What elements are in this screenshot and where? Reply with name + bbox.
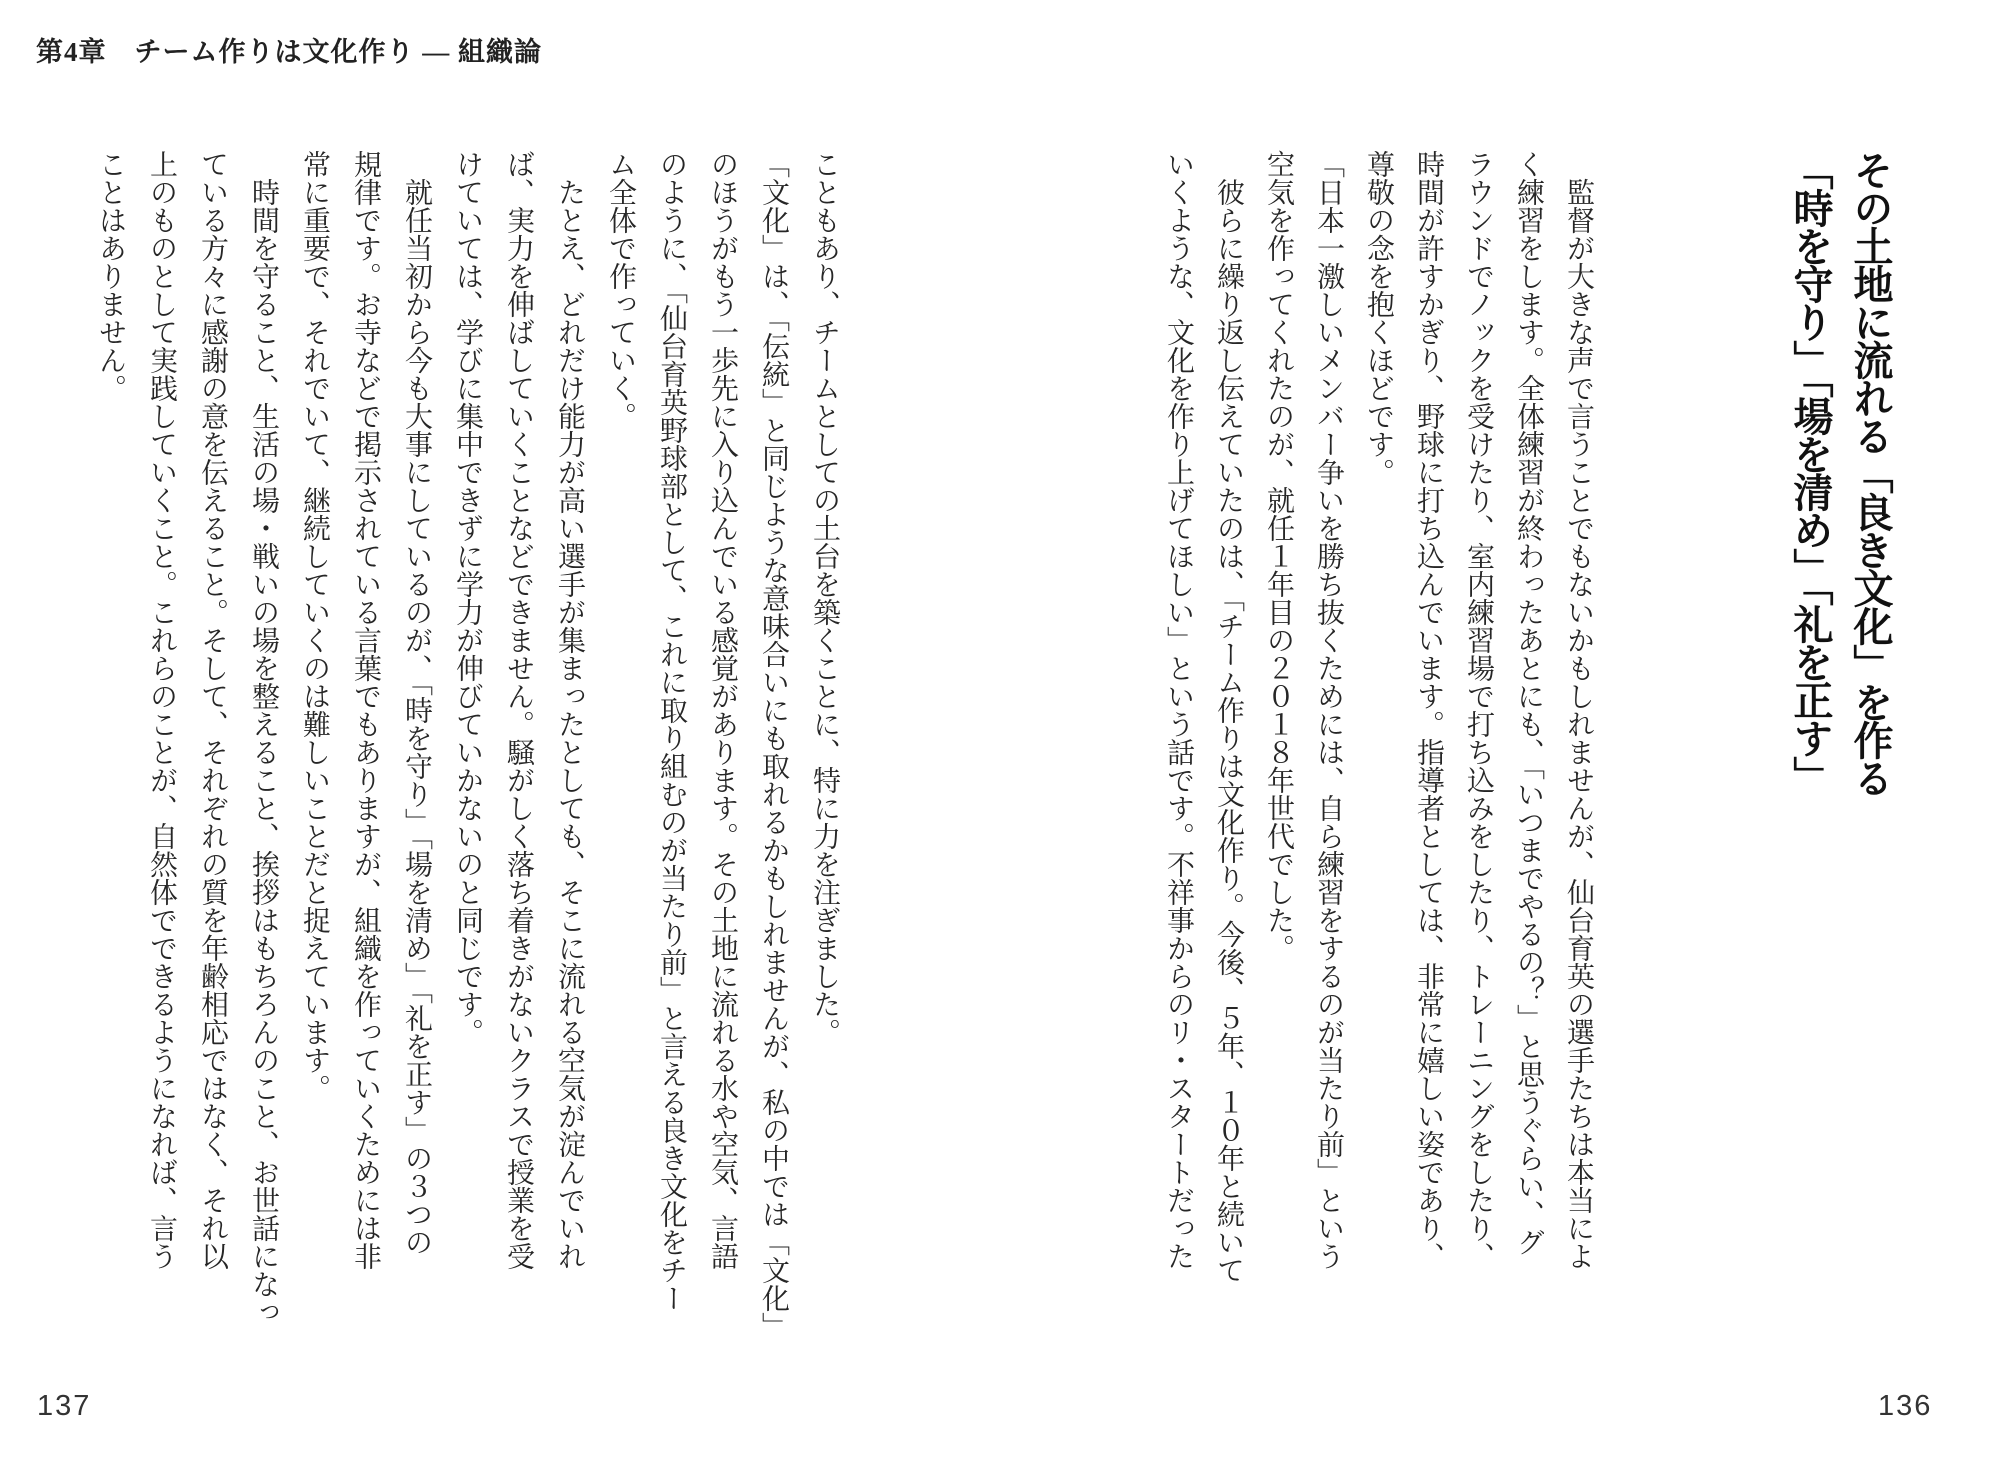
text-column: 就任当初から今も大事にしているのが、「時を守り」「場を清め」「礼を正す」の３つの xyxy=(401,150,432,1256)
text-column: ラウンドでノックを受けたり、室内練習場で打ち込みをしたり、トレーニングをしたり、 xyxy=(1463,150,1494,1270)
chapter-header xyxy=(36,30,542,69)
chapter-number: 第4章 xyxy=(36,37,107,67)
text-column: 時間を守ること、生活の場・戦いの場を整えること、挨拶はもちろんのこと、お世話になっ xyxy=(248,150,279,1326)
text-column: ば、実力を伸ばしていくことなどできません。騒がしく落ち着きがないクラスで授業を受 xyxy=(503,150,534,1270)
text-column: 「文化」は、「伝統」と同じような意味合いにも取れるかもしれませんが、私の中では「文化」 xyxy=(758,150,789,1340)
text-column: のほうがもう一歩先に入り込んでいる感覚があります。その土地に流れる水や空気、言語 xyxy=(707,150,738,1270)
text-column: 空気を作ってくれたのが、就任１年目の２０１８年世代でした。 xyxy=(1263,150,1294,962)
heading-line: 「時を守り」「場を清め」「礼を正す」 xyxy=(1788,150,1832,794)
text-column: 規律です。お寺などで掲示されている言葉でもありますが、組織を作っていくためには非 xyxy=(350,150,381,1270)
text-column: のように、「仙台育英野球部として、これに取り組むのが当たり前」と言える良き文化をチー xyxy=(656,150,687,1312)
text-column: 彼らに繰り返し伝えていたのは、「チーム作りは文化作り。今後、５年、１０年と続いて xyxy=(1213,150,1244,1284)
text-column: けていては、学びに集中できずに学力が伸びていかないのと同じです。 xyxy=(452,150,483,1046)
text-column: 監督が大きな声で言うことでもないかもしれませんが、仙台育英の選手たちは本当によ xyxy=(1563,150,1594,1270)
text-column: たとえ、どれだけ能力が高い選手が集まったとしても、そこに流れる空気が淀んでいれ xyxy=(554,150,585,1270)
text-column: く練習をします。全体練習が終わったあとにも、「いつまでやるの？」と思うぐらい、グ xyxy=(1513,150,1544,1256)
text-column: 尊敬の念を抱くほどです。 xyxy=(1363,150,1394,486)
text-column: 「日本一激しいメンバー争いを勝ち抜くためには、自ら練習をするのが当たり前」という xyxy=(1313,150,1344,1270)
page-number-right: 136 xyxy=(1878,1390,1933,1422)
text-column: ム全体で作っていく。 xyxy=(605,150,636,430)
page-right-body xyxy=(1153,150,1603,1365)
text-column: ている方々に感謝の意を伝えること。そして、それぞれの質を年齢相応ではなく、それ以 xyxy=(197,150,228,1270)
page-left-body xyxy=(85,150,850,1365)
text-column: いくような、文化を作り上げてほしい」という話です。不祥事からのリ・スタートだった xyxy=(1163,150,1194,1270)
text-column: 上のものとして実践していくこと。これらのことが、自然体でできるようになれば、言う xyxy=(146,150,177,1270)
text-column: 時間が許すかぎり、野球に打ち込んでいます。指導者としては、非常に嬉しい姿であり、 xyxy=(1413,150,1444,1270)
text-column: こともあり、チームとしての土台を築くことに、特に力を注ぎました。 xyxy=(809,150,840,1046)
text-column: ことはありません。 xyxy=(95,150,126,402)
section-heading xyxy=(1780,150,1900,870)
heading-line: その土地に流れる「良き文化」を作る xyxy=(1848,150,1892,796)
chapter-title: チーム作りは文化作り ― 組織論 xyxy=(134,37,542,67)
text-column: 常に重要で、それでいて、継続していくのは難しいことだと捉えています。 xyxy=(299,150,330,1102)
page-number-left: 137 xyxy=(37,1390,92,1422)
